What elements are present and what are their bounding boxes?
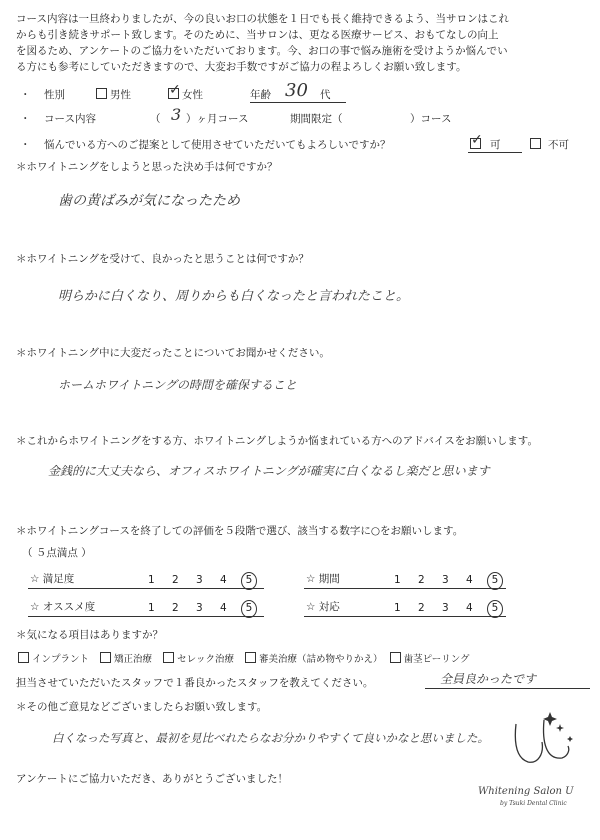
interest-option[interactable] — [100, 654, 152, 665]
age-underline — [250, 102, 346, 103]
interest-checkbox[interactable] — [163, 652, 174, 663]
consent-no-option[interactable] — [530, 138, 569, 152]
intro-line-3: を図るため、アンケートのご協力をいただいております。今、お口の事で悩み施術を受けようか悩んでい — [16, 45, 508, 57]
rating-option[interactable]: 1 — [394, 574, 401, 586]
rating-option[interactable]: 1 — [148, 574, 155, 586]
interest-option[interactable] — [18, 654, 89, 665]
interest-option[interactable] — [245, 654, 383, 665]
rating-option-selected[interactable]: 5 — [241, 572, 257, 590]
rating-label-period: ☆ 期間 — [306, 573, 340, 585]
course-label: コース内容 — [44, 113, 96, 125]
rating-option[interactable]: 1 — [148, 602, 155, 614]
rating-option[interactable]: 3 — [442, 574, 449, 586]
rating-option[interactable]: 3 — [442, 602, 449, 614]
rating-option-selected[interactable]: 5 — [487, 572, 503, 590]
bullet-dot: ・ — [20, 113, 31, 125]
interest-label: 歯茎ピーリング — [403, 654, 470, 665]
interest-checkbox[interactable] — [245, 652, 256, 663]
bullet-dot: ・ — [20, 139, 31, 151]
interest-checkbox[interactable] — [390, 652, 401, 663]
consent-yes-option[interactable] — [470, 132, 501, 152]
interest-checkbox[interactable] — [18, 652, 29, 663]
rating-option[interactable]: 2 — [172, 574, 179, 586]
age-value[interactable]: 30 — [285, 80, 308, 101]
consent-yes-underline — [468, 152, 522, 153]
salon-logo-sub: by Tsuki Dental Clinic — [500, 800, 567, 807]
salon-logo-mark — [498, 702, 582, 782]
interest-label: 矯正治療 — [114, 654, 153, 665]
rating-option[interactable]: 3 — [196, 602, 203, 614]
consent-yes-label: 可 — [490, 139, 501, 151]
rating-option[interactable]: 4 — [220, 574, 227, 586]
staff-answer-underline — [425, 688, 590, 689]
interest-label: インプラント — [32, 654, 90, 665]
rating-option[interactable]: 4 — [466, 574, 473, 586]
male-label: 男性 — [110, 89, 131, 101]
rating-option[interactable]: 2 — [418, 602, 425, 614]
limited-suffix: ）コース — [410, 113, 452, 125]
rating-option[interactable]: 3 — [196, 574, 203, 586]
course-suffix: ）ヶ月コース — [186, 113, 249, 125]
rating-option[interactable]: 1 — [394, 602, 401, 614]
bullet-dot: ・ — [20, 89, 31, 101]
rating-label-recommend: ☆ オススメ度 — [30, 601, 96, 613]
rating-option[interactable]: 4 — [220, 602, 227, 614]
rating-option-selected[interactable]: 5 — [487, 600, 503, 618]
female-label: 女性 — [182, 89, 203, 101]
rating-question: ＊ホワイトニングコースを終了しての評価を５段階で選び、該当する数字に○をお願いします。 — [16, 525, 464, 537]
rating-option[interactable]: 2 — [172, 602, 179, 614]
limited-label: 期間限定（ — [290, 113, 343, 125]
female-checkbox[interactable] — [168, 82, 181, 99]
rating-underline — [28, 588, 264, 589]
rating-underline — [28, 616, 264, 617]
q3-question: ＊ホワイトニング中に大変だったことについてお聞かせください。 — [16, 347, 330, 359]
staff-question: 担当させていただいたスタッフで１番良かったスタッフを教えてください。 — [16, 677, 374, 689]
q1-answer[interactable]: 歯の黄ばみが気になったため — [58, 193, 240, 209]
male-option[interactable] — [96, 88, 131, 102]
consent-question: 悩んでいる方へのご提案として使用させていただいてもよろしいですか？ — [44, 139, 391, 151]
rating-underline — [304, 588, 506, 589]
interest-options — [18, 652, 470, 667]
q4-answer[interactable]: 金銭的に大丈夫なら、オフィスホワイトニングが確実に白くなるし楽だと思います — [48, 464, 490, 478]
interest-option[interactable] — [390, 654, 470, 665]
consent-yes-checkbox[interactable] — [470, 132, 483, 149]
staff-answer[interactable]: 全員良かったです — [440, 672, 537, 686]
age-suffix: 代 — [320, 89, 331, 101]
closing-message: アンケートにご協力いただき、ありがとうございました！ — [16, 773, 288, 785]
rating-underline — [304, 616, 506, 617]
consent-no-checkbox[interactable] — [530, 138, 541, 149]
age-label: 年齢 — [250, 89, 271, 101]
course-open-paren: （ — [150, 113, 161, 125]
female-option[interactable] — [168, 82, 203, 102]
salon-logo-name: Whitening Salon U — [478, 786, 574, 797]
intro-line-2: からも引き続きサポート致します。そのために、当サロンは、更なる医療サービス、おもてなしの向上 — [16, 29, 499, 41]
rating-label-service: ☆ 対応 — [306, 601, 340, 613]
gender-label: 性別 — [44, 89, 65, 101]
intro-line-1: コース内容は一旦終わりましたが、今の良いお口の状態を１日でも長く維持できるよう、当サロンはこれ — [16, 13, 509, 25]
rating-option[interactable]: 4 — [466, 602, 473, 614]
other-question: ＊その他ご意見などございましたらお願い致します。 — [16, 701, 268, 713]
logo-monogram-icon — [498, 702, 582, 782]
q3-answer[interactable]: ホームホワイトニングの時間を確保すること — [58, 378, 297, 392]
q1-question: ＊ホワイトニングをしようと思った決め手は何ですか？ — [16, 161, 278, 173]
q2-answer[interactable]: 明らかに白くなり、周りからも白くなったと言われたこと。 — [58, 289, 410, 304]
rating-note: （ ５点満点 ） — [22, 547, 92, 559]
consent-no-label: 不可 — [548, 139, 569, 151]
intro-line-4: る方にも参考にしていただきますので、大変お手数ですがご協力の程よろしくお願い致します。 — [16, 61, 467, 73]
check-mark-icon: ✓ — [169, 82, 181, 98]
interest-option[interactable] — [163, 654, 234, 665]
rating-option-selected[interactable]: 5 — [241, 600, 257, 618]
course-months-value[interactable]: 3 — [171, 105, 182, 124]
q4-question: ＊これからホワイトニングをする方、ホワイトニングしようか悩まれている方へのアドバイスをお願いします。 — [16, 435, 538, 447]
interest-question: ＊気になる項目はありますか？ — [16, 629, 163, 641]
interest-label: セレック治療 — [177, 654, 234, 665]
rating-option[interactable]: 2 — [418, 574, 425, 586]
rating-label-satisfaction: ☆ 満足度 — [30, 573, 75, 585]
male-checkbox[interactable] — [96, 88, 107, 99]
interest-checkbox[interactable] — [100, 652, 111, 663]
interest-label: 審美治療（詰め物やりかえ） — [259, 654, 383, 665]
other-answer[interactable]: 白くなった写真と、最初を見比べれたらなお分かりやすくて良いかなと思いました。 — [52, 731, 489, 745]
check-mark-icon: ✓ — [471, 132, 483, 148]
q2-question: ＊ホワイトニングを受けて、良かったと思うことは何ですか？ — [16, 253, 309, 265]
